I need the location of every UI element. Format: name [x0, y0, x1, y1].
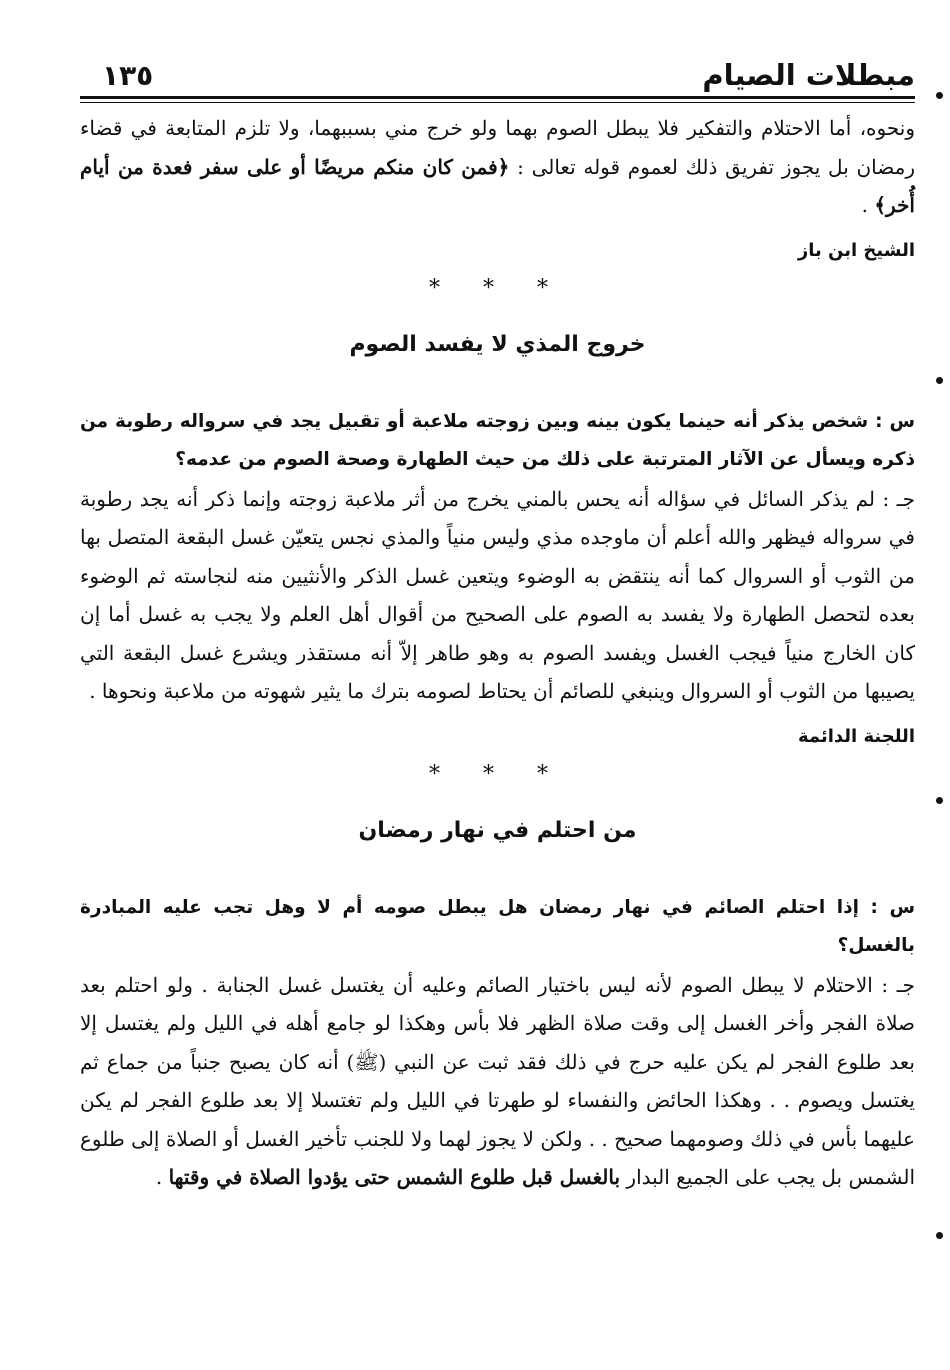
question-prefix: س :: [868, 410, 916, 432]
answer-text-end: .: [155, 1165, 169, 1189]
intro-text: ونحوه، أما الاحتلام والتفكير فلا يبطل الصوم بهما ولو خرج مني بسببهما، ولا تلزم المتابعة في قضاء رمضان بل يجوز تفريق ذلك لعموم قوله تعالى :: [80, 116, 915, 179]
answer-text: لم يذكر السائل في سؤاله أنه يحس بالمني يخرج من أثر ملاعبة زوجته وإنما ذكر أنه يجد رطوبة في سرواله فيظهر والله أعلم أن ماوجده مذي وليس منياً والمذي نجس يتعيّن غسل البقعة المتصل بها من الثوب أو السروال كما أنه ينتقض به الوضوء ويتعين غسل الذكر والأنثيين منه لنجاسته ثم الوضوء بعده لتحصل الطهارة ولا يفسد به الصوم على الصحيح من أقوال أهل العلم ولا يجب به غسل أما إن كان الخارج منياً فيجب الغسل ويفسد الصوم به وهو طاهر إلاّ أنه مستقذر ويشرع غسل البقعة التي يصيبها من الثوب أو السروال وينبغي للصائم أن يحتاط لصومه بترك ما يثير شهوته من ملاعبة ونحوها .: [80, 486, 915, 703]
section-title-madhy: خروج المذي لا يفسد الصوم: [349, 331, 646, 357]
attribution-ibn-baz: الشيخ ابن باز: [797, 239, 915, 261]
answer-1: [80, 480, 915, 711]
question-text: إذا احتلم الصائم في نهار رمضان هل يبطل صومه أم لا وهل تجب عليه المبادرة بالغسل؟: [80, 896, 915, 956]
separator-stars: * * *: [429, 275, 566, 301]
answer-text: الاحتلام لا يبطل الصوم لأنه ليس باختيار الصائم وعليه أن يغتسل غسل الجنابة . ولو احتلم بعد صلاة الفجر وأخر الغسل إلى وقت صلاة الظهر فلا بأس وهكذا لو جامع أهله في الليل ولم يغتسل إلا بعد طلوع الفجر لم يكن عليه حرج في ذلك فقد ثبت عن النبي (ﷺ) أنه كان يصبح جنباً من جماع ثم يغتسل ويصوم . . وهكذا الحائض والنفساء لو طهرتا في الليل ولم تغتسلا إلا بعد طلوع الفجر لم يكن عليهما بأس في ذلك وصومهما صحيح . . ولكن لا يجوز لهما ولا للجنب تأخير الغسل أو الصلاة إلى طلوع الشمس بل يجب على الجميع البدار: [80, 972, 915, 1189]
answer-bold-text: بالغسل قبل طلوع الشمس حتى يؤدوا الصلاة في وقتها: [168, 1165, 621, 1189]
question-prefix: س :: [858, 896, 915, 918]
question-1: [80, 403, 915, 480]
separator-stars: * * *: [429, 761, 566, 787]
intro-paragraph: [80, 109, 915, 225]
section-title-ihtilam: من احتلم في نهار رمضان: [358, 817, 637, 843]
margin-dot: [936, 92, 943, 99]
book-title: مبطلات الصيام: [702, 58, 915, 92]
page-number: ١٣٥: [102, 59, 154, 92]
answer-2: [80, 966, 915, 1197]
quran-verse: ﴿فمن كان منكم مريضًا أو على سفر فعدة من أيام أُخر﴾: [80, 154, 915, 217]
margin-dot: [936, 377, 943, 384]
intro-text-end: .: [861, 193, 875, 217]
running-header: [80, 40, 915, 99]
margin-dot: [936, 1232, 943, 1239]
answer-prefix: جـ :: [872, 972, 915, 997]
margin-dot: [936, 797, 943, 804]
question-2: [80, 889, 915, 966]
question-text: شخص يذكر أنه حينما يكون بينه وبين زوجته ملاعبة أو تقبيل يجد في سرواله رطوبة من ذكره ويسأل عن الآثار المترتبة على ذلك من حيث الطهارة وصحة الصوم من عدمه؟: [80, 410, 915, 470]
attribution-committee: اللجنة الدائمة: [797, 725, 915, 747]
book-page: [80, 40, 915, 1340]
answer-prefix: جـ :: [874, 486, 915, 511]
